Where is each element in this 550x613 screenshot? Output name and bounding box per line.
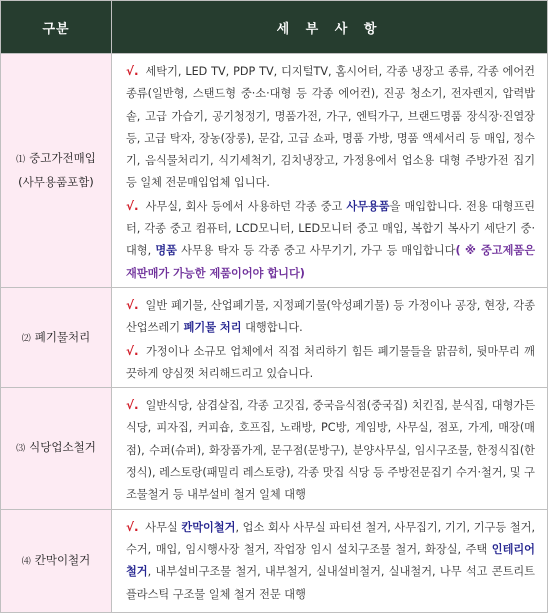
- table-row: [1, 287, 548, 387]
- highlight-text: 사무용품: [346, 199, 390, 213]
- category-subtitle: (사무용품포함): [18, 175, 94, 190]
- category-cell: [1, 287, 112, 387]
- detail-paragraph: [126, 516, 535, 606]
- check-mark: √.: [126, 343, 139, 358]
- detail-paragraph: [126, 340, 535, 386]
- category-cell: [1, 509, 112, 612]
- category-number: ⑷: [21, 556, 31, 567]
- category-number: ⑴: [16, 155, 26, 166]
- detail-text: 일반 폐기물, 산업폐기물, 지정폐기물(악성폐기물) 등 가정이나 공장, 현장, 각종 산업쓰레기: [126, 298, 535, 335]
- category-cell: [1, 388, 112, 509]
- detail-text: 사무실: [145, 520, 182, 534]
- table-row: [1, 54, 548, 288]
- detail-text: 사무실, 회사 등에서 사용하던 각종 중고: [145, 199, 347, 213]
- category-number: ⑵: [21, 333, 31, 344]
- category-number: ⑶: [16, 444, 26, 455]
- details-cell: [112, 509, 548, 612]
- detail-paragraph: [126, 60, 535, 195]
- category-title: 폐기물처리: [34, 329, 91, 344]
- table-row: [1, 388, 548, 509]
- highlight-text: 명품: [155, 244, 177, 258]
- details-cell: [112, 54, 548, 288]
- resale-note: ( ※ 중고제품은 재판매가 가능한 제품이어야 합니다): [126, 244, 535, 280]
- category-title: 식당업소철거: [29, 440, 96, 455]
- check-mark: √.: [126, 297, 139, 312]
- detail-paragraph: [126, 394, 535, 506]
- header-details: 세 부 사 항: [112, 1, 548, 54]
- category-title: 칸막이철거: [34, 552, 91, 567]
- header-category: 구분: [1, 1, 112, 54]
- detail-text: 가정이나 소규모 업체에서 직접 처리하기 힘든 폐기물들을 맑끔히, 뒷마무리 깨끗하게 양심껏 처리해드리고 있습니다.: [126, 344, 535, 380]
- details-cell: [112, 388, 548, 509]
- category-cell: [1, 54, 112, 288]
- detail-paragraph: [126, 294, 535, 340]
- detail-text: 을 매입합니다. 전용 대형프린터, 각종 중고 컴퓨터, LCD모니터, LED모니터 중고 매입, 복합기 복사기 세단기 중·대형,: [126, 199, 535, 258]
- detail-text: 대행합니다.: [241, 321, 303, 335]
- detail-text: 일반식당, 삼겹살집, 각종 고깃집, 중국음식점(중국집) 치킨집, 분식집, 대형가든식당, 피자집, 커피숍, 호프집, 노래방, PC방, 게임방, 사무실, 점포, 가게, 매장(매점), 수퍼(슈퍼), 화장품가게, 문구점(문방구), 분양사무실, 임시구조물, 한정식집(한정식), 레스토랑(패밀리 레스토랑), 각종 맛집 식당 등 주방전문집기 수거·철거, 및 구조물철거 등 내부설비 철거 일체 대행: [126, 399, 535, 502]
- check-mark: √.: [126, 198, 139, 213]
- detail-text: , 내부설비구조물 철거, 내부철거, 실내설비철거, 실내철거, 나무 석고 콘트리트 플라스틱 구조물 일체 철거 전문 대행: [126, 565, 535, 601]
- highlight-text: 폐기물 처리: [183, 321, 242, 335]
- details-cell: [112, 287, 548, 387]
- detail-paragraph: [126, 195, 535, 285]
- highlight-text: 칸막이철거: [181, 520, 236, 534]
- table-header-row: [1, 1, 548, 54]
- check-mark: √.: [126, 519, 139, 534]
- check-mark: √.: [126, 64, 139, 78]
- check-mark: √.: [126, 398, 139, 413]
- category-title: 중고가전매입: [29, 151, 96, 166]
- detail-text: 세탁기, LED TV, PDP TV, 디지털TV, 홈시어터, 각종 냉장고 종류, 각종 에어컨 종류(일반형, 스탠드형 중·소·대형 등 각종 에어컨), 진공 청소기, 전자렌지, 압력밥솥, 고급 가습기, 공기청정기, 명품가전, 가구, 엔틱가구, 브랜드명품 장식장·진열장 등, 고급 탁자, 장농(장롱), 문갑, 고급 쇼파, 명품 가방, 명품 액세서리 등 매입, 정수기, 음식물처리기, 식기세척기, 김치냉장고, 가정용에서 업소용 대형 주방가전 집기 등 일체 전문매입업체 입니다.: [126, 65, 535, 190]
- detail-text: , 업소 회사 사무실 파티션 철거, 사무집기, 기기, 기구등 철거, 수거, 매입, 임시행사장 철거, 작업장 임시 설치구조물 철거, 화장실, 주택: [126, 520, 536, 556]
- highlight-text: 인테리어 철거: [126, 542, 535, 579]
- detail-text: 사무용 탁자 등 각종 중고 사무기기, 가구 등 매입합니다: [176, 244, 456, 258]
- table-row: [1, 509, 548, 612]
